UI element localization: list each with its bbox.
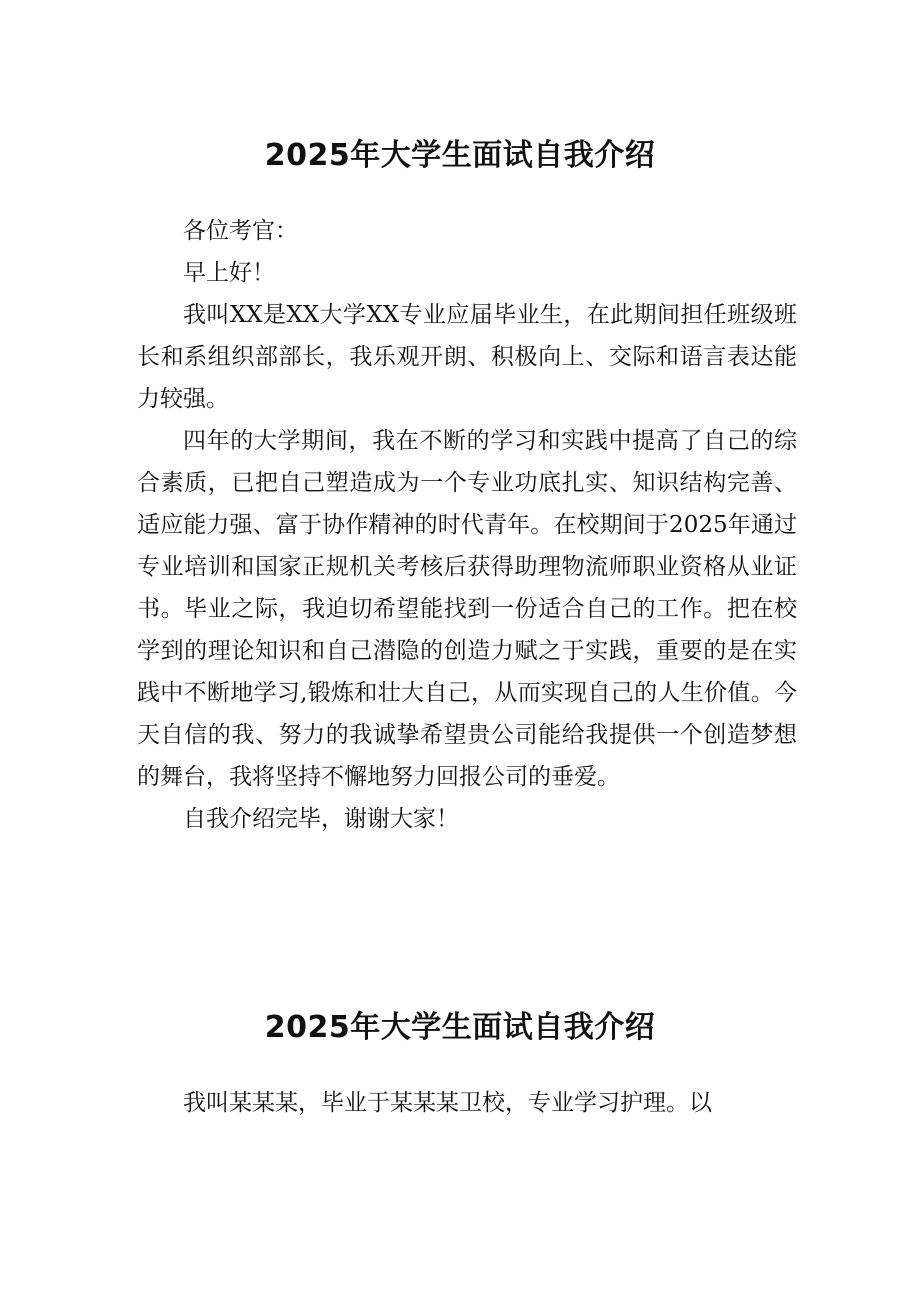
document-title: 2025年大学生面试自我介绍 bbox=[264, 138, 656, 174]
greeting: 早上好！ bbox=[183, 260, 275, 286]
closing: 自我介绍完毕，谢谢大家！ bbox=[183, 806, 459, 832]
paragraph-introduction: 我叫XX是XX大学XX专业应届毕业生，在此期间担任班级班长和系组织部部长，我乐观开朗、积极向上、交际和语言表达能力较强。 bbox=[137, 302, 797, 412]
document-title-second: 2025年大学生面试自我介绍 bbox=[264, 1010, 656, 1046]
section-body bbox=[137, 210, 797, 840]
salutation: 各位考官： bbox=[183, 218, 298, 244]
paragraph-university-experience: 四年的大学期间，我在不断的学习和实践中提高了自己的综合素质，已把自己塑造成为一个专业功底扎实、知识结构完善、适应能力强、富于协作精神的时代青年。在校期间于2025年通过专业培训和国家正规机关考核后获得助理物流师职业资格从业证书。毕业之际，我迫切希望能找到一份适合自己的工作。把在校学到的理论知识和自己潜隐的创造力赋之于实践，重要的是在实践中不断地学习,锻炼和壮大自己，从而实现自己的人生价值。今天自信的我、努力的我诚挚希望贵公司能给我提供一个创造梦想的舞台，我将坚持不懈地努力回报公司的垂爱。 bbox=[137, 428, 797, 790]
paragraph-introduction-second: 我叫某某某，毕业于某某某卫校，专业学习护理。以 bbox=[183, 1090, 712, 1116]
section-body-second bbox=[137, 1082, 797, 1124]
